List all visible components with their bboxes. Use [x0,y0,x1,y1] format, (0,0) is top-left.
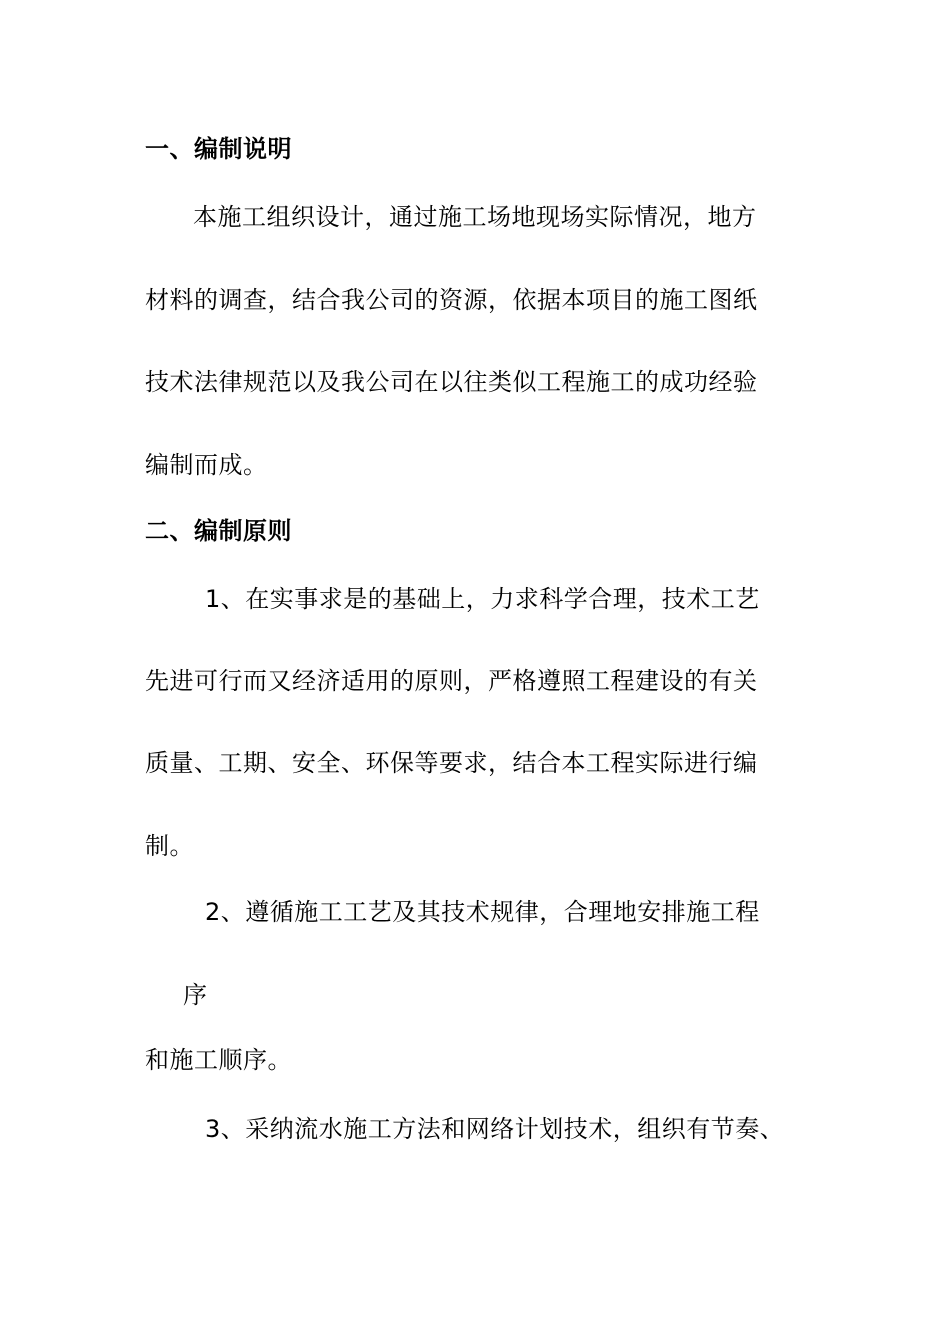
paragraph-line: 质量、工期、安全、环保等要求，结合本工程实际进行编 [145,749,758,777]
paragraph-line: 本施工组织设计，通过施工场地现场实际情况，地方 [193,203,757,231]
section-heading-2: 二、编制原则 [145,517,292,545]
paragraph-line: 和施工顺序。 [145,1046,292,1074]
paragraph-line: 技术法律规范以及我公司在以往类似工程施工的成功经验 [145,368,758,396]
paragraph-line: 编制而成。 [145,451,268,479]
paragraph-line: 2、遵循施工工艺及其技术规律，合理地安排施工程 [205,898,760,926]
paragraph-line: 制。 [145,832,194,860]
paragraph-line: 1、在实事求是的基础上，力求科学合理，技术工艺 [205,585,760,613]
paragraph-line: 材料的调查，结合我公司的资源，依据本项目的施工图纸 [145,286,758,314]
paragraph-line: 序 [183,981,208,1009]
paragraph-line: 先进可行而又经济适用的原则，严格遵照工程建设的有关 [145,667,758,695]
section-heading-1: 一、编制说明 [145,135,292,163]
paragraph-line: 3、采纳流水施工方法和网络计划技术，组织有节奏、 [205,1115,785,1143]
